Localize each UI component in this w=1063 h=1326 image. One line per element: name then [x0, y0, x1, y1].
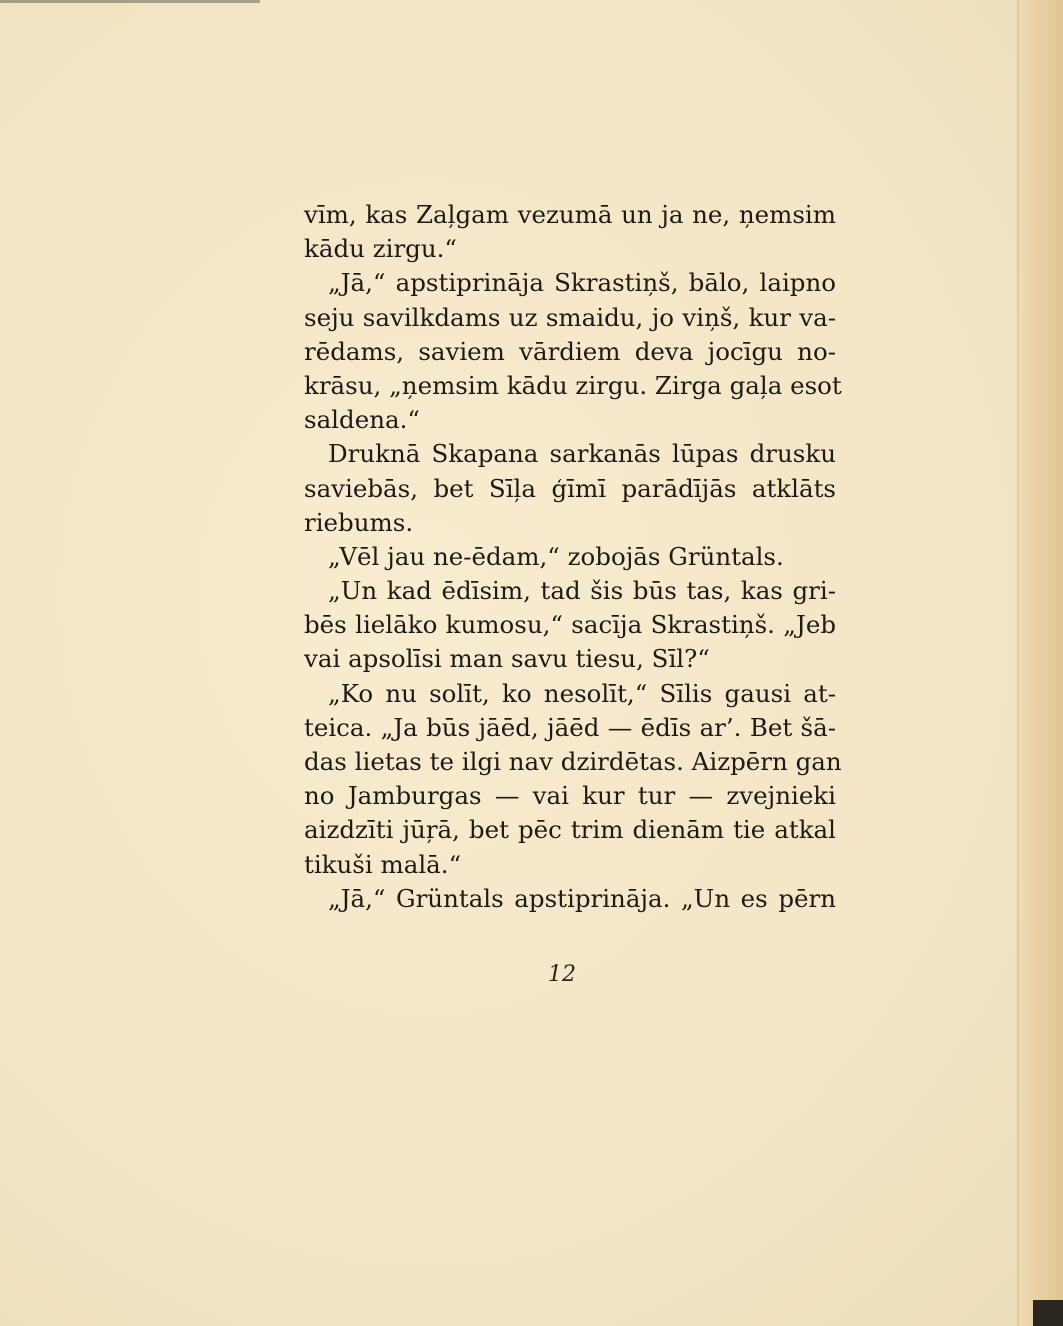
text-line: aizdzīti jūŗā, bet pēc trim dienām tie atkal	[304, 815, 836, 845]
text-line: „Un kad ēdīsim, tad šis būs tas, kas gri-	[328, 576, 836, 606]
text-line: saldena.“	[304, 405, 420, 435]
text-line: teica. „Ja būs jāēd, jāēd — ēdīs ar’. Bet šā-	[304, 712, 836, 742]
adjacent-page-edge	[1019, 0, 1063, 1326]
text-line: vai apsolīsi man savu tiesu, Sīl?“	[304, 644, 710, 674]
top-edge-mark	[0, 0, 260, 3]
text-line: „Ko nu solīt, ko nesolīt,“ Sīlis gausi at-	[328, 678, 836, 708]
body-text	[304, 198, 842, 916]
text-line: vīm, kas Zaļgam vezumā un ja ne, ņemsim	[304, 200, 836, 229]
text-line: krāsu, „ņemsim kādu zirgu. Zirga gaļa esot	[304, 370, 842, 400]
text-line: das lietas te ilgi nav dzirdētas. Aizpērn gan	[304, 747, 842, 776]
scan-corner-shadow	[1033, 1300, 1063, 1326]
text-line: „Jā,“ apstiprināja Skrastiņš, bālo, laipno	[328, 268, 836, 298]
text-line: seju savilkdams uz smaidu, jo viņš, kur va-	[304, 302, 836, 332]
text-line: no Jamburgas — vai kur tur — zvejnieki	[304, 781, 836, 811]
text-line: kādu zirgu.“	[304, 234, 457, 264]
text-line: bēs lielāko kumosu,“ sacīja Skrastiņš. „Jeb	[304, 610, 836, 640]
text-line: saviebās, bet Sīļa ģīmī parādījās atklāts	[304, 473, 836, 503]
text-line: riebums.	[304, 507, 414, 537]
page-number: 12	[548, 962, 576, 987]
text-line: rēdams, saviem vārdiem deva jocīgu no-	[304, 336, 836, 366]
text-line: „Jā,“ Grüntals apstiprināja. „Un es pērn	[328, 883, 836, 913]
text-line: tikuši malā.“	[304, 849, 462, 879]
text-line: „Vēl jau ne-ēdam,“ zobojās Grüntals.	[328, 541, 784, 571]
text-line: Druknā Skapana sarkanās lūpas drusku	[328, 439, 836, 469]
